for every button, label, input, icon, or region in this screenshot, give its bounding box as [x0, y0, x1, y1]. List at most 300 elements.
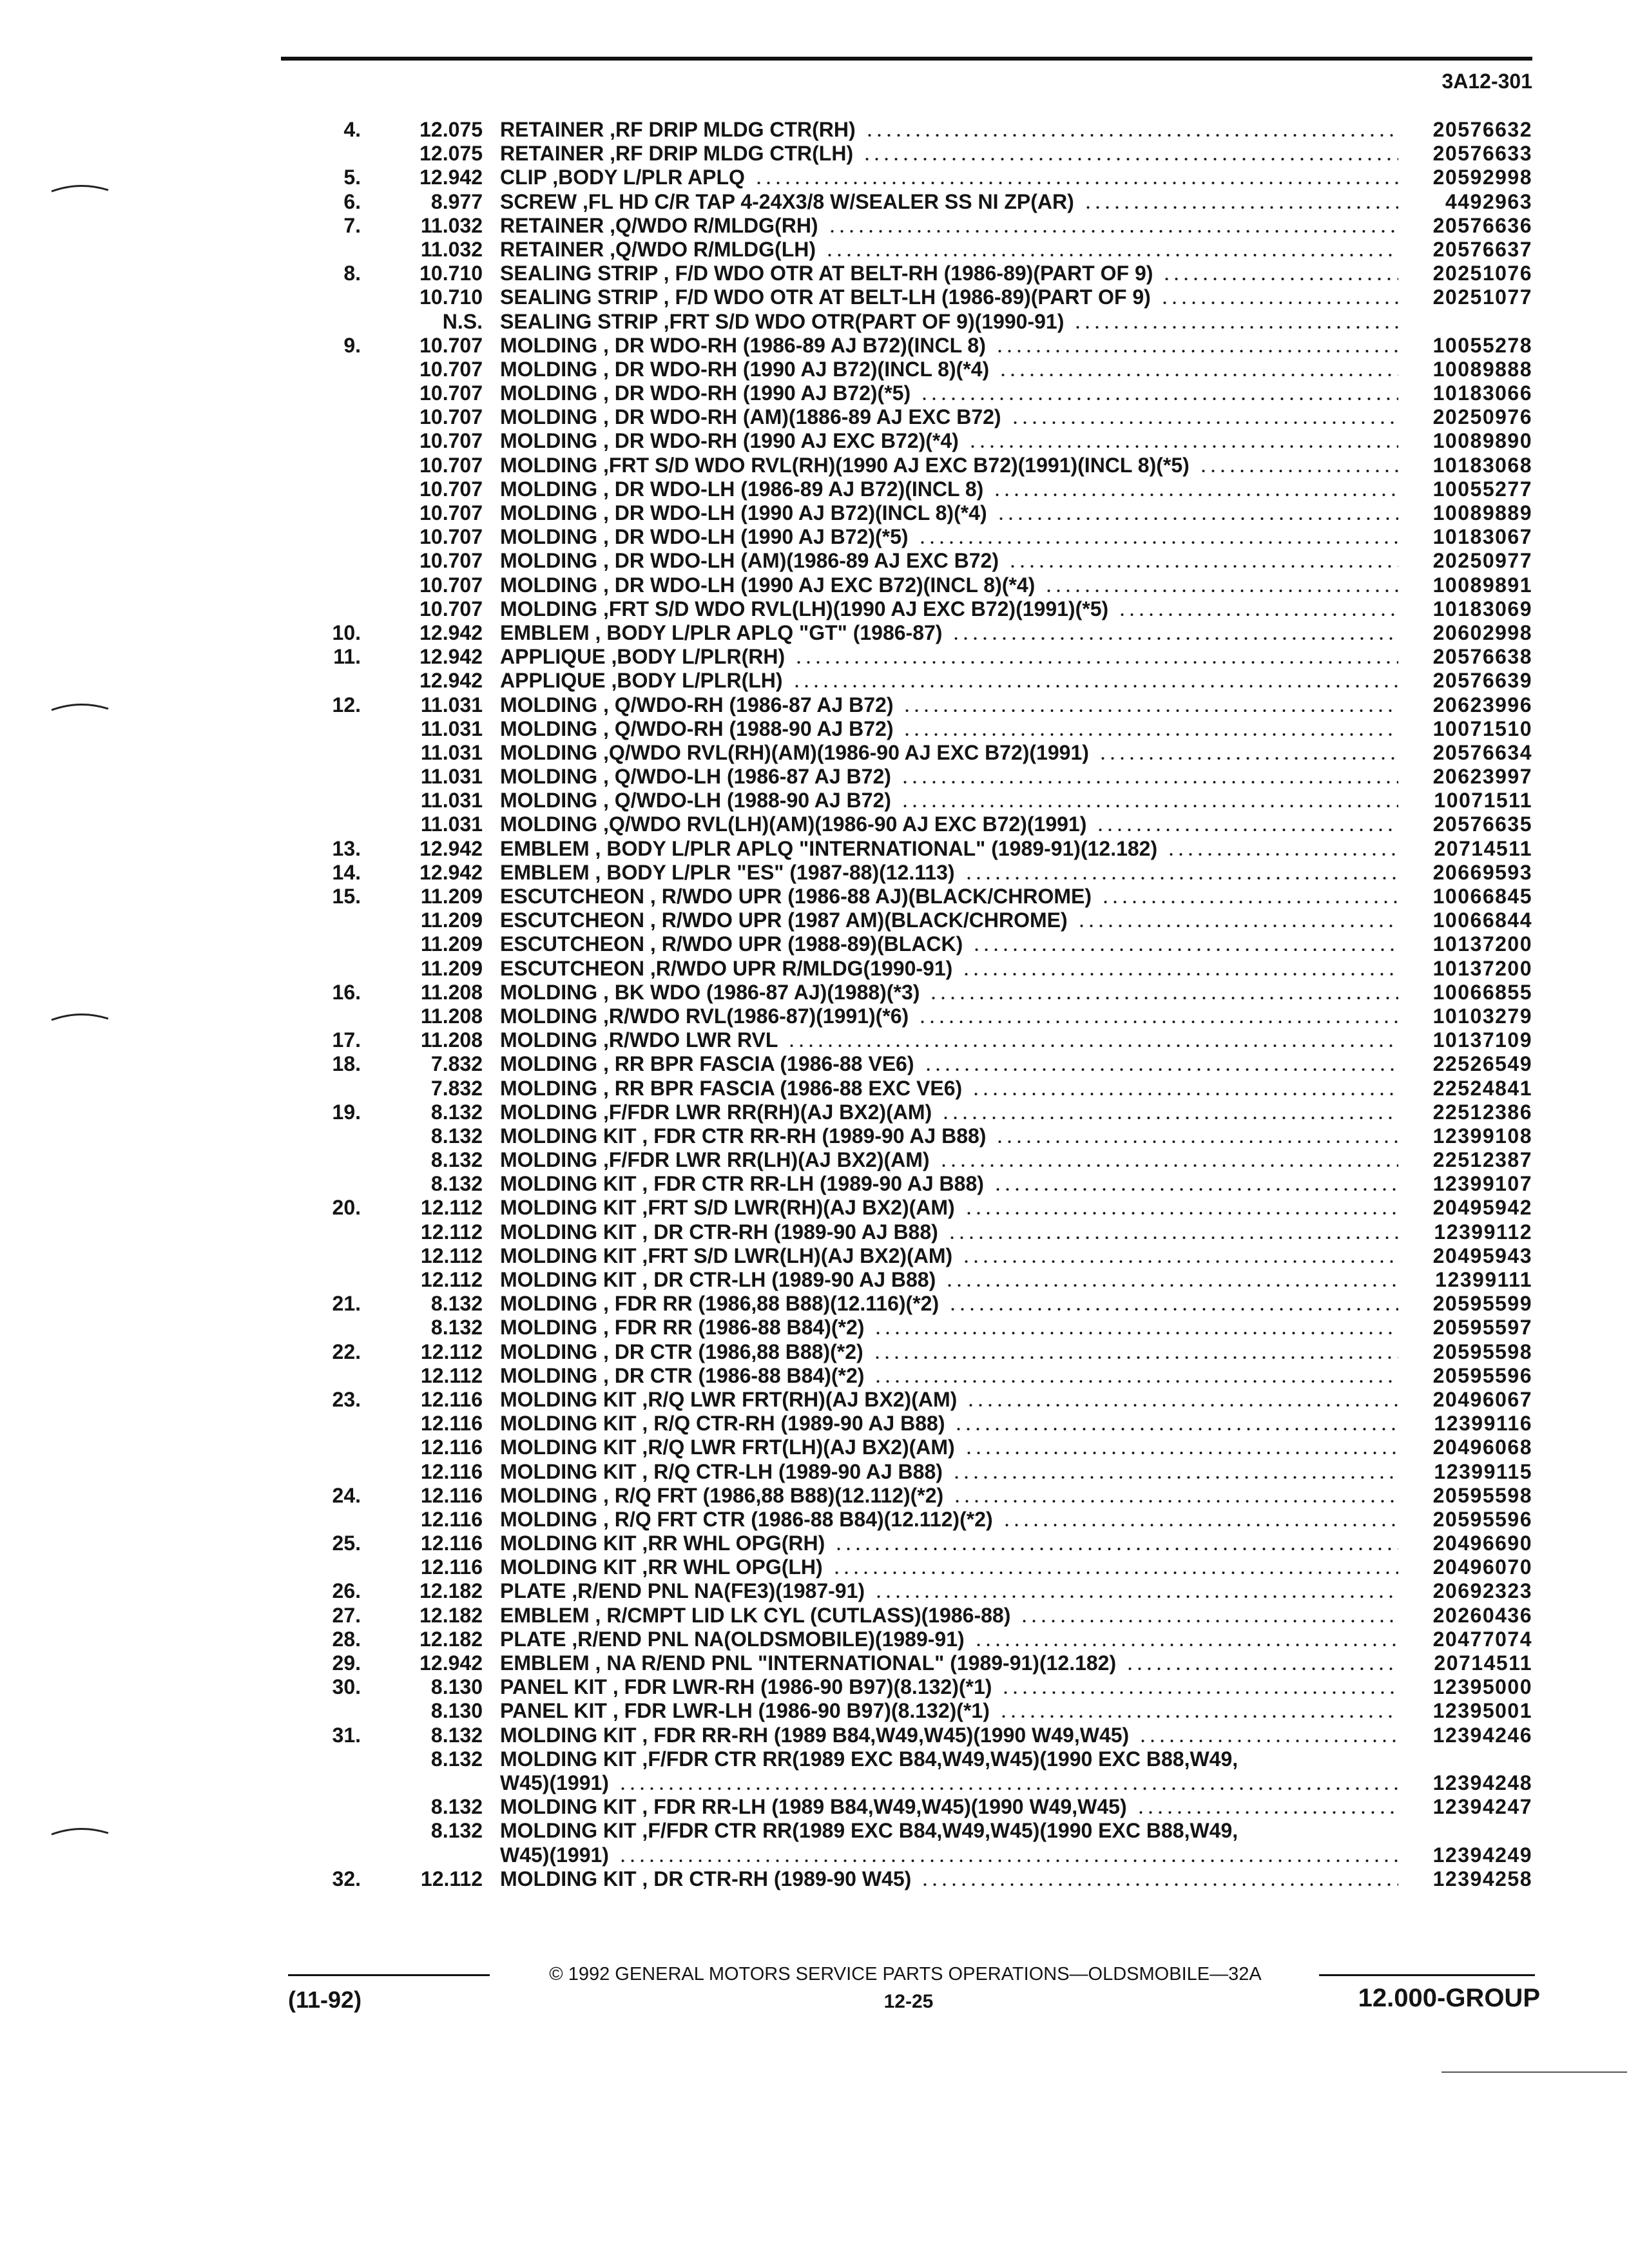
leader-dots: [920, 1867, 1398, 1891]
part-description: MOLDING ,Q/WDO RVL(LH)(AM)(1986-90 AJ EXC B72)(1991): [500, 812, 1087, 836]
description-cell: [500, 1867, 1398, 1891]
figure-number: 10.707: [419, 501, 483, 524]
description-cell: [500, 1699, 1398, 1723]
part-number: 20495943: [1432, 1244, 1532, 1267]
item-number: 14.: [332, 860, 361, 884]
description-cell: [500, 190, 1398, 214]
part-number: 22512387: [1432, 1148, 1532, 1172]
part-number: 20602998: [1432, 620, 1532, 644]
part-description: APPLIQUE ,BODY L/PLR(RH): [500, 645, 786, 669]
item-number: 22.: [332, 1340, 361, 1363]
item-number: 25.: [332, 1532, 361, 1555]
item-number: 29.: [332, 1651, 361, 1675]
part-row: [0, 501, 1629, 525]
footer-rule-right: [1319, 1974, 1535, 1976]
part-row: [0, 118, 1629, 142]
figure-number: 8.132: [430, 1100, 483, 1124]
part-number: 20576638: [1432, 645, 1532, 669]
description-cell: [500, 1628, 1398, 1651]
leader-dots: [995, 1124, 1398, 1148]
leader-dots: [1162, 262, 1398, 285]
figure-number: 8.132: [430, 1172, 483, 1196]
part-number: 12399115: [1434, 1459, 1532, 1483]
description-cell: [500, 1460, 1398, 1484]
figure-number: 8.977: [430, 189, 483, 213]
part-row: [0, 1077, 1629, 1100]
leader-dots: [1044, 573, 1398, 597]
part-row: [0, 454, 1629, 477]
part-description: MOLDING KIT ,R/Q LWR FRT(RH)(AJ BX2)(AM): [500, 1387, 958, 1411]
part-number: 20495942: [1432, 1196, 1532, 1220]
parts-list: [0, 118, 1629, 1891]
leader-dots: [966, 1388, 1398, 1412]
description-cell: [500, 238, 1398, 262]
figure-number: 10.707: [419, 525, 483, 549]
figure-number: 12.075: [419, 142, 483, 166]
figure-number: 12.112: [420, 1268, 483, 1291]
leader-dots: [952, 1484, 1398, 1508]
description-cell: [500, 812, 1398, 836]
figure-number: 8.132: [430, 1316, 483, 1340]
leader-dots: [754, 166, 1398, 189]
part-number: 20576632: [1432, 118, 1532, 141]
part-description: RETAINER ,Q/WDO R/MLDG(LH): [500, 237, 816, 261]
part-description: MOLDING , DR WDO-RH (1986-89 AJ B72)(INCL 8): [500, 333, 986, 357]
part-description: MOLDING KIT , FDR RR-LH (1989 B84,W49,W45)(1990 W49,W45): [500, 1795, 1127, 1819]
description-cell: [500, 573, 1398, 597]
part-description: MOLDING ,R/WDO LWR RVL: [500, 1028, 778, 1052]
part-row: [0, 1028, 1629, 1052]
part-row: [0, 861, 1629, 885]
part-number: 20250977: [1432, 549, 1532, 573]
leader-dots: [787, 1028, 1398, 1052]
description-cell: [500, 477, 1398, 501]
description-cell: [500, 549, 1398, 573]
part-description: SEALING STRIP , F/D WDO OTR AT BELT-RH (1986-89)(PART OF 9): [500, 262, 1153, 285]
part-description: MOLDING , RR BPR FASCIA (1986-88 VE6): [500, 1052, 914, 1076]
description-cell: [500, 525, 1398, 549]
description-cell: [500, 693, 1398, 717]
part-number: 10089891: [1432, 573, 1532, 597]
leader-dots: [902, 717, 1398, 741]
part-row: [0, 1555, 1629, 1579]
figure-number: 8.132: [430, 1148, 483, 1172]
figure-number: 8.132: [430, 1723, 483, 1747]
figure-number: 10.707: [419, 477, 483, 501]
item-number: 32.: [332, 1867, 361, 1890]
figure-number: 12.942: [419, 620, 483, 644]
description-cell: [500, 1532, 1398, 1555]
part-row: [0, 190, 1629, 214]
leader-dots: [1101, 885, 1398, 908]
part-number: 12394248: [1432, 1771, 1532, 1794]
item-number: 21.: [332, 1292, 361, 1316]
description-cell: [500, 1604, 1398, 1628]
part-number: 12394249: [1432, 1843, 1532, 1867]
part-number: 10071510: [1432, 716, 1532, 740]
figure-number: 12.116: [420, 1387, 483, 1411]
part-number: 20595598: [1432, 1483, 1532, 1507]
part-number: 10103279: [1432, 1004, 1532, 1028]
part-row: [0, 1220, 1629, 1244]
part-number: 12394246: [1432, 1723, 1532, 1747]
part-number: 4492963: [1445, 189, 1532, 213]
leader-dots: [961, 1244, 1398, 1268]
part-number: 20595596: [1432, 1507, 1532, 1531]
part-number: 10183068: [1432, 453, 1532, 477]
figure-number: 11.209: [420, 885, 483, 908]
figure-number: 12.116: [420, 1532, 483, 1555]
figure-number: 8.132: [430, 1819, 483, 1843]
part-description: MOLDING , Q/WDO-LH (1986-87 AJ B72): [500, 765, 891, 789]
description-cell: [500, 1292, 1398, 1316]
figure-number: 10.707: [419, 573, 483, 597]
footer-rule-left: [288, 1974, 490, 1976]
figure-number: 10.707: [419, 405, 483, 429]
item-number: 16.: [332, 980, 361, 1004]
figure-number: 10.707: [419, 333, 483, 357]
part-description: EMBLEM , NA R/END PNL "INTERNATIONAL" (1989-91)(12.182): [500, 1651, 1117, 1675]
description-cell: [500, 334, 1398, 358]
part-row: [0, 1819, 1629, 1843]
description-cell: [500, 1388, 1398, 1412]
leader-dots: [954, 1412, 1398, 1436]
description-cell: [500, 1771, 1398, 1795]
part-number: 20595598: [1432, 1340, 1532, 1363]
leader-dots: [972, 932, 1398, 956]
part-row: [0, 1004, 1629, 1028]
part-number: 12399108: [1432, 1124, 1532, 1148]
description-cell: [500, 262, 1398, 285]
description-cell: [500, 166, 1398, 189]
leader-dots: [900, 789, 1398, 812]
part-description: MOLDING , BK WDO (1986-87 AJ)(1988)(*3): [500, 980, 920, 1004]
part-row: [0, 957, 1629, 981]
part-number: 10183069: [1432, 597, 1532, 620]
part-description: SEALING STRIP ,FRT S/D WDO OTR(PART OF 9)(1990-91): [500, 309, 1065, 333]
description-cell: [500, 1843, 1398, 1867]
part-row: [0, 1292, 1629, 1316]
leader-dots: [1125, 1651, 1398, 1675]
leader-dots: [964, 1196, 1398, 1220]
leader-dots: [918, 525, 1398, 549]
part-description: MOLDING , DR WDO-LH (1986-89 AJ B72)(INCL 8): [500, 477, 984, 501]
part-number: 22512386: [1432, 1100, 1532, 1124]
item-number: 17.: [332, 1028, 361, 1052]
leader-dots: [1136, 1795, 1398, 1819]
description-cell: [500, 1077, 1398, 1100]
part-row: [0, 645, 1629, 669]
part-row: [0, 166, 1629, 189]
part-row: [0, 693, 1629, 717]
figure-number: 12.942: [419, 1651, 483, 1675]
part-description: MOLDING , DR WDO-LH (AM)(1986-89 AJ EXC B72): [500, 549, 999, 573]
figure-number: 10.710: [419, 285, 483, 309]
part-row: [0, 1795, 1629, 1819]
item-number: 12.: [332, 693, 361, 716]
leader-dots: [999, 1699, 1398, 1723]
leader-dots: [941, 1100, 1398, 1124]
leader-dots: [902, 693, 1398, 717]
description-cell: [500, 1364, 1398, 1388]
leader-dots: [618, 1771, 1398, 1795]
figure-number: 11.031: [420, 716, 483, 740]
part-row: [0, 1747, 1629, 1771]
part-row: [0, 262, 1629, 285]
description-cell: [500, 1052, 1398, 1076]
description-cell: [500, 1412, 1398, 1436]
figure-number: 10.707: [419, 429, 483, 453]
part-description: PLATE ,R/END PNL NA(OLDSMOBILE)(1989-91): [500, 1627, 965, 1651]
page-code: 3A12-301: [1441, 70, 1532, 93]
part-number: 20595596: [1432, 1363, 1532, 1387]
figure-number: 11.209: [420, 908, 483, 932]
scan-edge-line: [1441, 2071, 1627, 2073]
part-row: [0, 1052, 1629, 1076]
part-description: SCREW ,FL HD C/R TAP 4-24X3/8 W/SEALER SS NI ZP(AR): [500, 189, 1074, 213]
part-row: [0, 429, 1629, 453]
part-description: APPLIQUE ,BODY L/PLR(LH): [500, 669, 783, 693]
part-description: MOLDING , DR WDO-LH (1990 AJ EXC B72)(INCL 8)(*4): [500, 573, 1036, 597]
part-description: MOLDING ,Q/WDO RVL(RH)(AM)(1986-90 AJ EXC B72)(1991): [500, 740, 1089, 764]
description-cell: [500, 885, 1398, 908]
part-row: [0, 597, 1629, 621]
part-number: 20496068: [1432, 1436, 1532, 1459]
part-description: MOLDING ,FRT S/D WDO RVL(LH)(1990 AJ EXC B72)(1991)(*5): [500, 597, 1109, 620]
part-description: W45)(1991): [500, 1771, 609, 1794]
part-row: [0, 1675, 1629, 1699]
part-row: [0, 669, 1629, 693]
description-cell: [500, 429, 1398, 453]
description-cell: [500, 501, 1398, 525]
part-number: 12399116: [1434, 1412, 1532, 1436]
part-row: [0, 837, 1629, 861]
description-cell: [500, 908, 1398, 932]
part-row: [0, 1843, 1629, 1867]
leader-dots: [1166, 837, 1398, 861]
part-number: 10183067: [1432, 525, 1532, 549]
part-number: 10137200: [1432, 956, 1532, 980]
part-number: 20251077: [1432, 285, 1532, 309]
part-description: EMBLEM , R/CMPT LID LK CYL (CUTLASS)(1986-88): [500, 1603, 1011, 1627]
part-description: MOLDING ,F/FDR LWR RR(LH)(AJ BX2)(AM): [500, 1148, 930, 1172]
part-row: [0, 1316, 1629, 1340]
part-row: [0, 358, 1629, 381]
part-number: 22526549: [1432, 1052, 1532, 1076]
description-cell: [500, 861, 1398, 885]
part-description: MOLDING KIT ,FRT S/D LWR(LH)(AJ BX2)(AM): [500, 1244, 953, 1267]
leader-dots: [951, 621, 1398, 645]
revision-date: (11-92): [288, 1986, 362, 2013]
figure-number: 7.832: [430, 1052, 483, 1076]
leader-dots: [792, 669, 1398, 693]
item-number: 26.: [332, 1579, 361, 1603]
figure-number: 12.182: [419, 1627, 483, 1651]
part-number: 12399107: [1432, 1172, 1532, 1196]
part-row: [0, 908, 1629, 932]
description-cell: [500, 214, 1398, 238]
part-row: [0, 1172, 1629, 1196]
part-number: 10089888: [1432, 357, 1532, 381]
item-number: 8.: [343, 262, 361, 285]
description-cell: [500, 1508, 1398, 1532]
description-cell: [500, 1268, 1398, 1292]
part-row: [0, 1532, 1629, 1555]
figure-number: 12.112: [420, 1244, 483, 1267]
part-number: 12399112: [1434, 1220, 1532, 1244]
figure-number: 10.710: [419, 262, 483, 285]
leader-dots: [827, 214, 1398, 238]
description-cell: [500, 1196, 1398, 1220]
item-number: 10.: [332, 620, 361, 644]
description-cell: [500, 1819, 1398, 1843]
description-cell: [500, 142, 1398, 166]
leader-dots: [961, 957, 1398, 981]
leader-dots: [968, 429, 1398, 453]
description-cell: [500, 1555, 1398, 1579]
description-cell: [500, 1124, 1398, 1148]
figure-number: 10.707: [419, 357, 483, 381]
leader-dots: [1073, 310, 1398, 334]
part-description: MOLDING , R/Q FRT CTR (1986-88 B84)(12.112)(*2): [500, 1507, 993, 1531]
figure-number: N.S.: [442, 309, 483, 333]
part-description: MOLDING , Q/WDO-LH (1988-90 AJ B72): [500, 789, 891, 812]
part-row: [0, 477, 1629, 501]
part-description: MOLDING , DR CTR (1986,88 B88)(*2): [500, 1340, 863, 1363]
part-number: 20623997: [1432, 765, 1532, 789]
part-description: MOLDING ,FRT S/D WDO RVL(RH)(1990 AJ EXC B72)(1991)(INCL 8)(*5): [500, 453, 1190, 477]
figure-number: 8.132: [430, 1795, 483, 1819]
part-description: MOLDING , FDR RR (1986-88 B84)(*2): [500, 1316, 865, 1340]
leader-dots: [1138, 1724, 1398, 1747]
leader-dots: [1095, 812, 1398, 836]
part-number: 10066855: [1432, 980, 1532, 1004]
figure-number: 11.032: [420, 213, 483, 237]
figure-number: 8.132: [430, 1124, 483, 1148]
leader-dots: [1083, 190, 1398, 214]
part-row: [0, 1867, 1629, 1891]
part-description: ESCUTCHEON , R/WDO UPR (1986-88 AJ)(BLACK/CHROME): [500, 885, 1092, 908]
part-row: [0, 310, 1629, 334]
copyright-notice: © 1992 GENERAL MOTORS SERVICE PARTS OPERATIONS—OLDSMOBILE—32A: [549, 1964, 1262, 1984]
description-cell: [500, 1675, 1398, 1699]
description-cell: [500, 285, 1398, 309]
figure-number: 10.707: [419, 549, 483, 573]
figure-number: 11.031: [420, 740, 483, 764]
part-description: MOLDING KIT ,FRT S/D LWR(RH)(AJ BX2)(AM): [500, 1196, 955, 1220]
leader-dots: [873, 1364, 1398, 1388]
description-cell: [500, 1579, 1398, 1603]
description-cell: [500, 454, 1398, 477]
part-description: ESCUTCHEON , R/WDO UPR (1987 AM)(BLACK/CHROME): [500, 908, 1068, 932]
leader-dots: [1199, 454, 1398, 477]
description-cell: [500, 597, 1398, 621]
description-cell: [500, 1747, 1398, 1771]
part-row: [0, 1771, 1629, 1795]
description-cell: [500, 310, 1398, 334]
description-cell: [500, 1172, 1398, 1196]
figure-number: 11.208: [420, 1028, 483, 1052]
part-description: EMBLEM , BODY L/PLR APLQ "GT" (1986-87): [500, 620, 943, 644]
part-number: 10183066: [1432, 381, 1532, 405]
leader-dots: [993, 1172, 1398, 1196]
leader-dots: [964, 1436, 1398, 1459]
description-cell: [500, 1484, 1398, 1508]
figure-number: 12.942: [419, 166, 483, 189]
part-description: RETAINER ,RF DRIP MLDG CTR(RH): [500, 118, 856, 141]
leader-dots: [948, 1292, 1398, 1316]
figure-number: 12.116: [420, 1483, 483, 1507]
part-row: [0, 932, 1629, 956]
leader-dots: [618, 1843, 1398, 1867]
item-number: 7.: [343, 213, 361, 237]
part-description: SEALING STRIP , F/D WDO OTR AT BELT-LH (1986-89)(PART OF 9): [500, 285, 1151, 309]
part-number: 20576636: [1432, 213, 1532, 237]
part-number: 12394247: [1432, 1795, 1532, 1819]
part-number: 20576634: [1432, 740, 1532, 764]
part-number: 10055277: [1432, 477, 1532, 501]
part-description: MOLDING , DR WDO-RH (AM)(1886-89 AJ EXC B72): [500, 405, 1001, 429]
leader-dots: [1160, 285, 1398, 309]
leader-dots: [945, 1268, 1398, 1292]
figure-number: 11.031: [420, 789, 483, 812]
leader-dots: [920, 381, 1398, 405]
item-number: 31.: [332, 1723, 361, 1747]
part-number: 20576635: [1432, 812, 1532, 836]
leader-dots: [939, 1148, 1398, 1172]
part-description: EMBLEM , BODY L/PLR APLQ "INTERNATIONAL" (1989-91)(12.182): [500, 836, 1158, 860]
part-number: 20260436: [1432, 1603, 1532, 1627]
description-cell: [500, 1724, 1398, 1747]
leader-dots: [862, 142, 1398, 166]
leader-dots: [865, 118, 1398, 142]
part-row: [0, 214, 1629, 238]
figure-number: 8.132: [430, 1292, 483, 1316]
item-number: 20.: [332, 1196, 361, 1220]
part-row: [0, 1100, 1629, 1124]
leader-dots: [998, 358, 1398, 381]
description-cell: [500, 669, 1398, 693]
figure-number: 12.942: [419, 860, 483, 884]
figure-number: 12.112: [420, 1196, 483, 1220]
part-number: 22524841: [1432, 1076, 1532, 1100]
part-description: MOLDING , Q/WDO-RH (1986-87 AJ B72): [500, 693, 894, 716]
part-row: [0, 1388, 1629, 1412]
part-row: [0, 1412, 1629, 1436]
leader-dots: [1008, 549, 1398, 573]
figure-number: 11.208: [420, 980, 483, 1004]
part-row: [0, 1124, 1629, 1148]
part-row: [0, 238, 1629, 262]
part-row: [0, 1340, 1629, 1364]
punch-mark: [50, 1010, 110, 1023]
leader-dots: [964, 861, 1398, 885]
description-cell: [500, 789, 1398, 812]
part-row: [0, 1724, 1629, 1747]
part-description: MOLDING KIT , DR CTR-RH (1989-90 AJ B88): [500, 1220, 938, 1244]
figure-number: 12.112: [420, 1220, 483, 1244]
leader-dots: [900, 765, 1398, 789]
page-number: 12-25: [883, 1991, 934, 2012]
part-row: [0, 741, 1629, 765]
figure-number: 12.116: [420, 1412, 483, 1436]
part-number: 20714511: [1434, 1651, 1532, 1675]
part-row: [0, 285, 1629, 309]
part-description: RETAINER ,Q/WDO R/MLDG(RH): [500, 213, 818, 237]
figure-number: 10.707: [419, 597, 483, 620]
part-row: [0, 981, 1629, 1004]
figure-number: 8.130: [430, 1699, 483, 1723]
